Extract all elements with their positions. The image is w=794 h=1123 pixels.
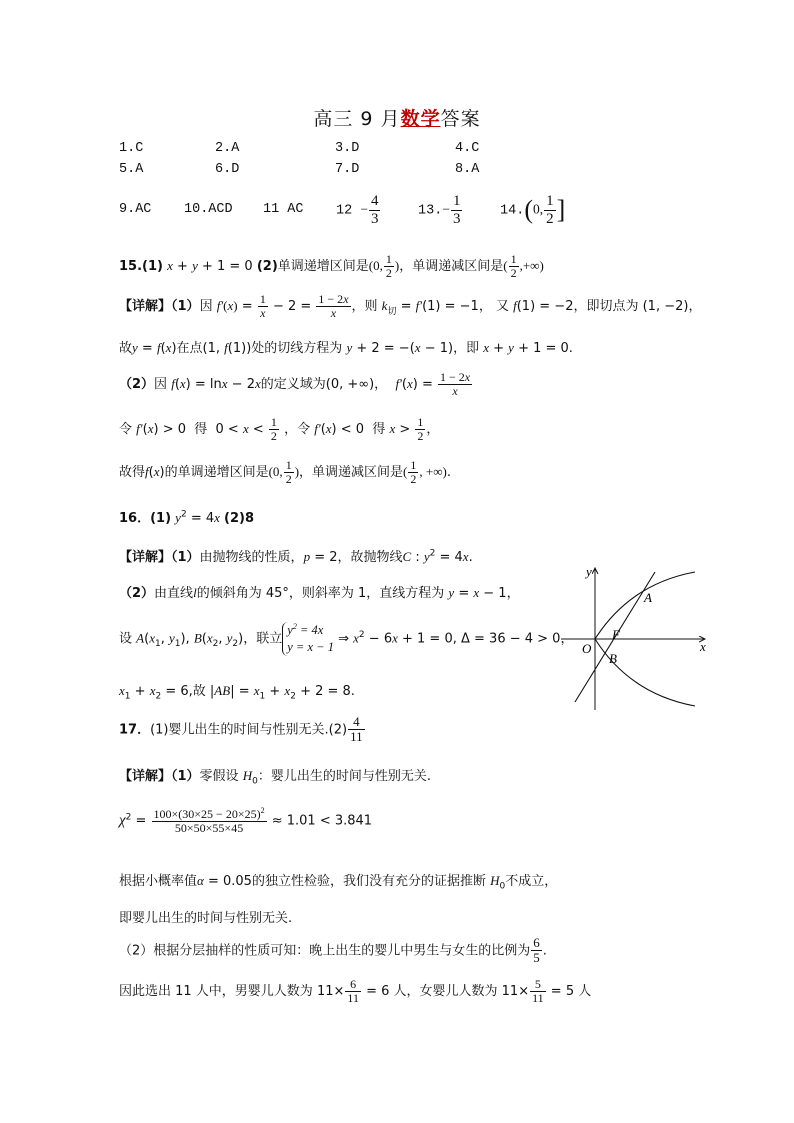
x-axis-label: x [700, 639, 706, 654]
q15-summary: 15.(1) x + y + 1 = 0 (2)单调递增区间是(0, $\frac{1}{2}$ )，单调递减区间是( $\frac{1}{2}$ ,+∞) [119, 252, 544, 281]
answer-9: 9.AC [119, 202, 152, 217]
q16-summary: 16．(1) $y^2 = 4x$ (2)8 [119, 509, 255, 526]
answer-6: 6.D [215, 162, 240, 177]
answer-5: 5.A [119, 162, 144, 177]
answer-13: 13.− $\frac{1}{3}$ [418, 193, 461, 227]
q16-detail-2: （2）由直线l的倾斜角为 45°，则斜率为 1，直线方程为 y = x − 1， [119, 585, 520, 601]
q15-detail-3: （2）因 f(x) = lnx − 2x的定义域为(0, +∞)， f′(x) = $\frac{1 - 2x}{x}$ [119, 370, 471, 399]
answer-3: 3.D [335, 141, 360, 156]
focus-label: F [612, 627, 620, 642]
answer-8: 8.A [455, 162, 480, 177]
answer-11: 11 AC [263, 202, 304, 217]
y-axis-label: y [586, 564, 592, 579]
q17-detail-3: 根据小概率值α = 0.05的独立性检验，我们没有充分的证据推断 $H_0$不成立， [119, 873, 558, 892]
page-title [0, 104, 794, 131]
parabola-graph [555, 562, 715, 712]
answer-7: 7.D [335, 162, 360, 177]
q15-detail-2: 故y = f(x)在点(1, f(1))处的切线方程为 y + 2 = −(x − 1)，即 x + y + 1 = 0. [119, 340, 573, 356]
answer-1: 1.C [119, 141, 144, 156]
q16-detail-3: 设 $A(x_1$, $y_1$), $B(x_2$, $y_2$)，联立 $y^2 = 4x$ y = x − 1 ⇒ $x^2 - 6x + 1 = 0$, Δ = 36 − 4 > 0， [119, 622, 574, 655]
q17-detail-4: 即婴儿出生的时间与性别无关. [119, 911, 293, 926]
point-a-label: A [644, 590, 652, 605]
q15-detail-5: 故得f(x)的单调递增区间是(0, $\frac{1}{2}$ )，单调递减区间是( $\frac{1}{2}$ , +∞). [119, 458, 451, 487]
q15-detail-4: 令 f′(x) > 0 得 0 < x < $\frac{1}{2}$ ，令 f′(x) < 0 得 x > $\frac{1}{2}$ ， [119, 415, 440, 444]
origin-label: O [582, 641, 592, 656]
q16-detail-1: 【详解】（1）由抛物线的性质，p = 2，故抛物线C : $y^2 = 4x$. [119, 548, 473, 565]
q17-detail-5: （2）根据分层抽样的性质可知：晚上出生的婴儿中男生与女生的比例为 $\frac{6}{5}$ . [119, 935, 547, 966]
q17-summary: 17．(1)婴儿出生的时间与性别无关.(2) $\frac{4}{11}$ [119, 714, 363, 745]
title-suffix: 答案 [440, 108, 481, 130]
answer-14: 14.(0, $\frac{1}{2}$ ] [500, 193, 566, 227]
q16-detail-4: $x_1 + x_2 = 6$,故 $|AB| = x_1 + x_2 + 2 = 8$. [119, 683, 355, 702]
q17-detail-6: 因此选出 11 人中，男婴儿人数为 11× $\frac{6}{11}$ = 6 人，女婴儿人数为 11× $\frac{5}{11}$ = 5 人 [119, 977, 592, 1006]
answer-12: 12 − $\frac{4}{3}$ [336, 193, 379, 227]
answer-4: 4.C [455, 141, 480, 156]
answer-2: 2.A [215, 141, 240, 156]
q17-chi-square: $\chi^2$ = $\frac{100\times(30\times 25 - 20\times 25)^2}{50\times 50\times 55\times 45}$ ≈ 1.01 < 3.841 [119, 806, 373, 836]
point-b-label: B [609, 651, 617, 666]
answer-10: 10.ACD [184, 202, 233, 217]
title-prefix: 高三 9 月 [313, 108, 401, 130]
q15-detail-1: 【详解】（1）因 f′(x) = $\frac{1}{x}$ − 2 = $\frac{1 - 2x}{x}$ ，则 $k_切 = f'(1) = -1$， 又 f(1) = −2，即切点为 (1, −2)， [119, 292, 702, 321]
q17-detail-1: 【详解】（1）零假设 $H_0$：婴儿出生的时间与性别无关. [119, 768, 431, 787]
title-highlight: 数学 [400, 108, 441, 130]
